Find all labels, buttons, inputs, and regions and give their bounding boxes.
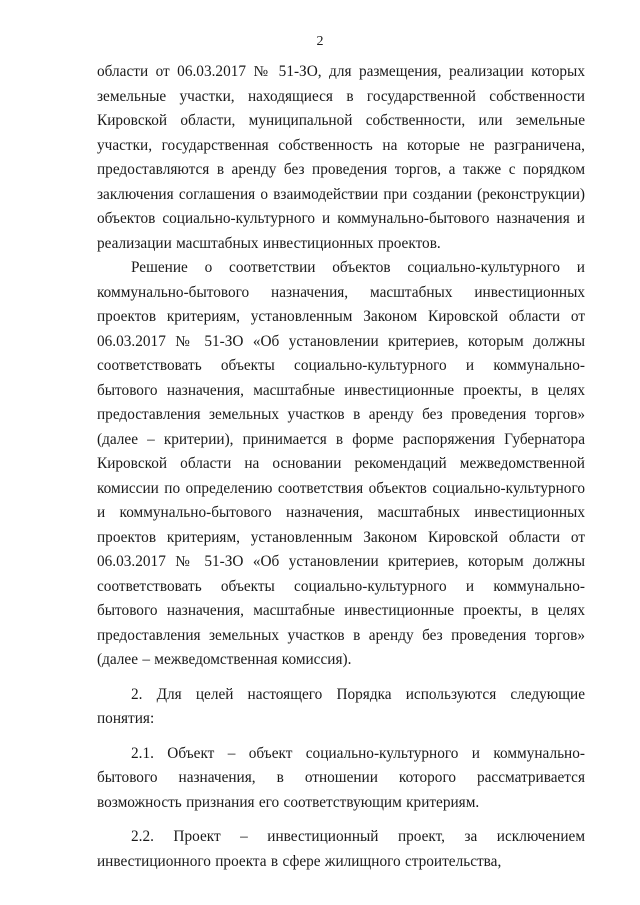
paragraph-section-2: 2. Для целей настоящего Порядка используются следующие понятия:	[97, 685, 585, 727]
paragraph-decision: Решение о соответствии объектов социально-культурного и коммунально-бытового назначения, масштабных инвестиционных проектов критериям, установленным Законом Кировской области от 06.03.2017 № 51-ЗО «Об установлении критериев, которым должны соответствовать объекты социально-культурного и коммунально-бытового назначения, масштабные инвестиционные проекты, в целях предоставления земельных участков в аренду без проведения торгов» (далее – критерии), принимается в форме распоряжения Губернатора Кировской области на основании рекомендаций межведомственной комиссии по определению соответствия объектов социально-культурного и коммунально-бытового назначения, масштабных инвестиционных проектов критериям, установленным Законом Кировской области от 06.03.2017 № 51-ЗО «Об установлении критериев, которым должны соответствовать объекты социально-культурного и коммунально-бытового назначения, масштабные инвестиционные проекты, в целях предоставления земельных участков в аренду без проведения торгов» (далее – межведомственная комиссия).	[97, 259, 585, 668]
paragraph-item-2-1: 2.1. Объект – объект социально-культурного и коммунально-бытового назначения, в отношении которого рассматривается возможность признания его соответствующим критериям.	[97, 744, 585, 811]
paragraph-item-2-2: 2.2. Проект – инвестиционный проект, за исключением инвестиционного проекта в сфере жилищного строительства,	[97, 828, 585, 870]
paragraph-continuation: области от 06.03.2017 № 51-ЗО, для размещения, реализации которых земельные участки, находящиеся в государственной собственности Кировской области, муниципальной собственности, или земельные участки, государственная собственность на которые не разграничена, предоставляются в аренду без проведения торгов, а также с порядком заключения соглашения о взаимодействии при создании (реконструкции) объектов социально-культурного и коммунально-бытового назначения и реализации масштабных инвестиционных проектов.	[97, 63, 585, 252]
page-number: 2	[316, 34, 324, 49]
document-body	[97, 60, 585, 874]
